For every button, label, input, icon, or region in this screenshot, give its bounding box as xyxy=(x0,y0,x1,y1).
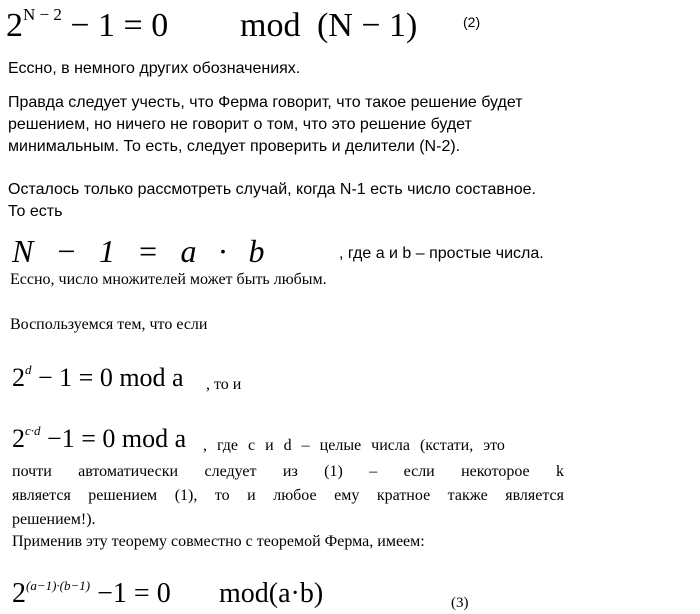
equation-3-number: (3) xyxy=(451,595,469,611)
equation-d-tail: , то и xyxy=(206,376,242,393)
equation-2-mod xyxy=(240,4,417,48)
paragraph-remark-line-3: решением!). xyxy=(12,511,96,528)
paragraph-if: Воспользуемся тем, что если xyxy=(10,316,208,333)
paragraph-applying: Применив эту теорему совместно с теоремой Ферма, имеем: xyxy=(12,533,425,550)
equation-2-number: (2) xyxy=(463,14,481,30)
remark-line-2: является решением (1), то и любое ему кратное также является xyxy=(12,487,564,504)
equation-cd xyxy=(12,424,186,454)
paragraph-composite-line-1: Осталось только рассмотреть случай, когда N-1 есть число составное. xyxy=(8,181,536,198)
paragraph-multipliers: Ессно, число множителей может быть любым. xyxy=(10,271,327,288)
equation-3-mod: mod(a·b) xyxy=(219,578,324,609)
eqd-rest: − 1 = 0 mod a xyxy=(31,363,184,392)
eq2-rest: − 1 = 0 xyxy=(61,7,169,44)
equation-d xyxy=(12,363,184,393)
eq2-mod-arg: (N − 1) xyxy=(316,7,418,44)
eq2-base: 2 xyxy=(6,7,23,44)
paragraph-fermat-line-1: Правда следует учесть, что Ферма говорит, что такое решение будет xyxy=(8,94,523,111)
eq2-exponent: N − 2 xyxy=(23,5,62,24)
equation-2 xyxy=(6,4,168,53)
paragraph-fermat-line-3: минимальным. То есть, следует проверить и делители (N-2). xyxy=(8,138,461,155)
paragraph-notation: Ессно, в немного других обозначениях. xyxy=(8,60,301,77)
paragraph-remark-line-2 xyxy=(12,487,564,505)
eqcd-base: 2 xyxy=(12,424,25,453)
eq2-mod-label: mod xyxy=(240,7,301,44)
equation-n-minus-1 xyxy=(12,233,265,270)
eqd-exponent: d xyxy=(25,362,32,377)
remark-line-1: почти автоматически следует из (1) – если некоторое k xyxy=(12,463,564,480)
equation-3 xyxy=(12,578,171,610)
paragraph-remark-line-1 xyxy=(12,463,564,481)
equation-cd-tail: , где c и d – целые числа (кстати, это xyxy=(203,437,505,454)
eq3-exponent: (a−1)·(b−1) xyxy=(26,578,91,593)
eq3-base: 2 xyxy=(12,578,26,609)
eqcd-rest: −1 = 0 mod a xyxy=(40,424,187,453)
eq-n-formula: N − 1 = a · b xyxy=(12,233,265,269)
eqcd-exponent: c·d xyxy=(25,423,41,438)
paragraph-composite-line-2: То есть xyxy=(8,203,63,220)
equation-n-tail: , где a и b – простые числа. xyxy=(339,245,544,262)
eqd-base: 2 xyxy=(12,363,25,392)
paragraph-fermat-line-2: решением, но ничего не говорит о том, что это решение будет xyxy=(8,116,472,133)
eq3-rest: −1 = 0 xyxy=(90,578,171,609)
